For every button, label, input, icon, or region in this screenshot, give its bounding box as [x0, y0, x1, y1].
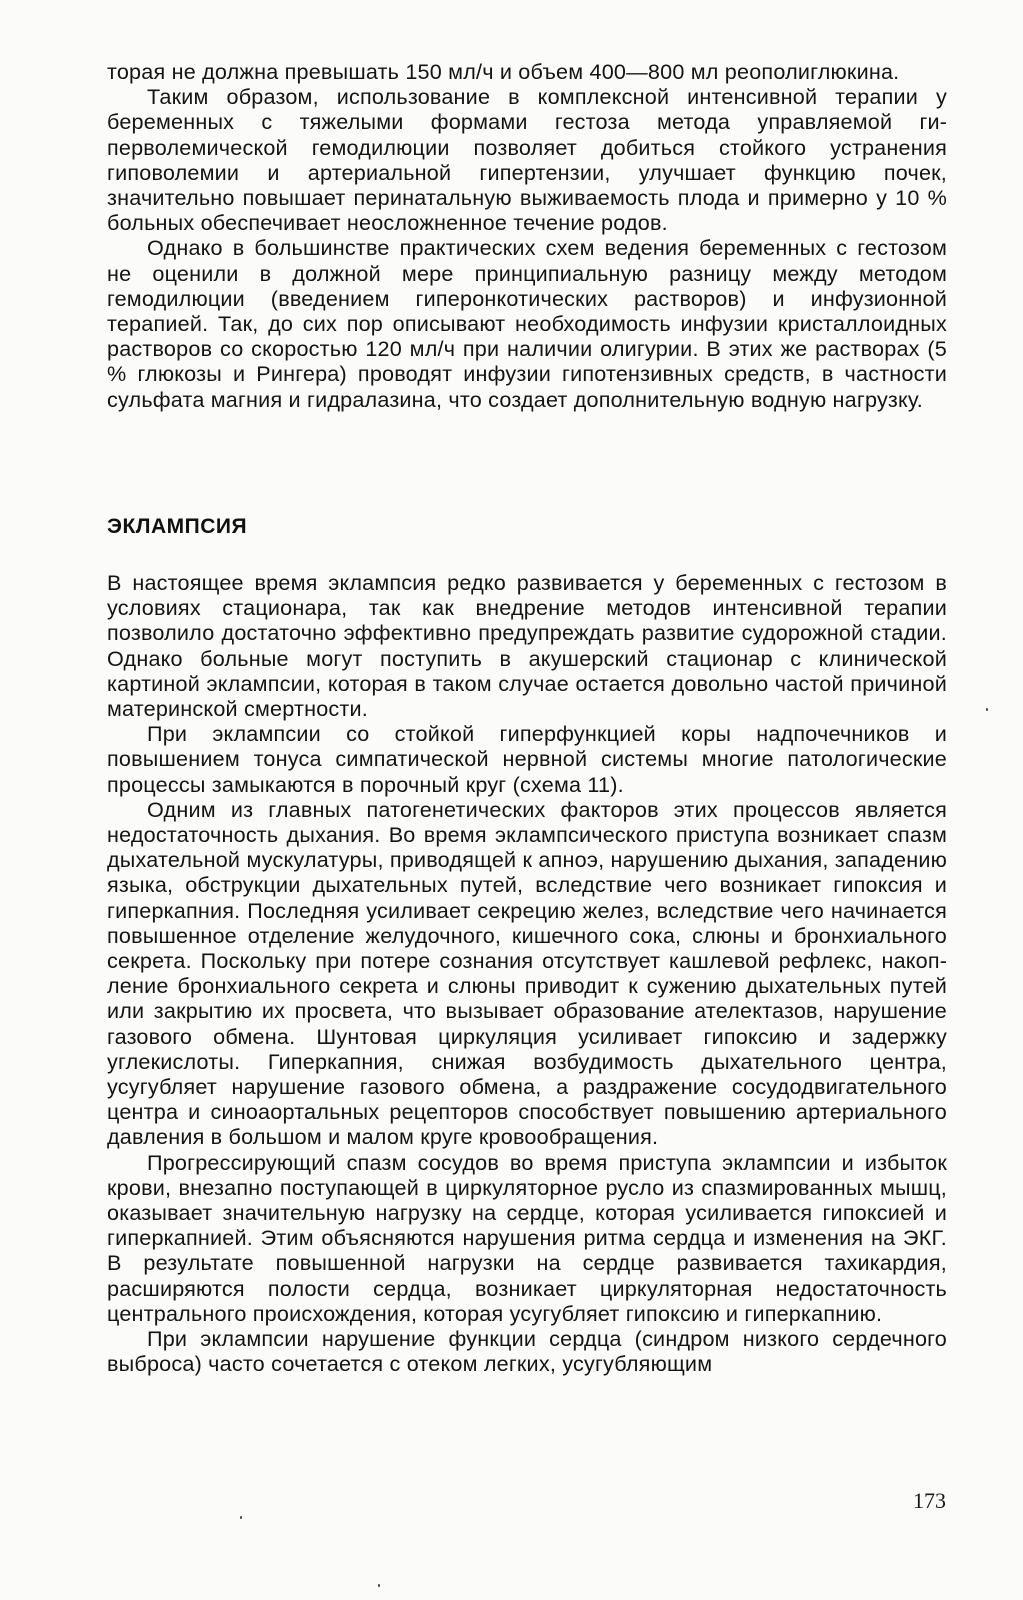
body-text-section	[107, 570, 947, 1377]
paragraph: торая не должна превышать 150 мл/ч и объем 400—800 мл реополиглюкина.	[107, 59, 900, 84]
paragraph: Одним из главных патогенетических факторов этих процессов является недостаточность дыхания. Во время эклампсического приступа возникает спазм дыхательной мускулатуры, приводящей к апноэ, нарушению дыхания, западению языка, обструкции дыхательных путей, вследствие чего возникает гипоксия и гиперкапния. Последняя усиливает секрецию желез, вследствие чего начинается повышенное отделение желудочного, кишечного сока, слюны и бронхиального секрета. Поскольку при потере сознания отсутствует кашлевой рефлекс, накопление бронхиального секрета и слюны приводит к сужению дыхательных путей или закрытию их просвета, что вызывает образование ателектазов, нарушение газового обмена. Шунтовая циркуляция усиливает гипоксию и задержку углекислоты. Гиперкапния, снижая возбудимость дыхательного центра, усугубляет нарушение газового обмена, а раздражение сосудодвигательного центра и синоаортальных рецепторов способствует повышению артериального давления в большом и малом круге кровообращения.	[107, 796, 947, 1150]
scan-speck	[986, 708, 988, 711]
section-heading: ЭКЛАМПСИЯ	[107, 515, 248, 538]
paragraph: Таким образом, использование в комплексной интенсивной терапии у беременных с тяжелыми формами гестоза метода управляемой гиперволемической гемодилюции позволяет добиться стойкого устранения гиповолемии и артериальной гипертензии, улучшает функцию почек, значительно повышает перинатальную выживаемость плода и примерно у 10 % больных обеспечивает неосложненное течение родов.	[107, 84, 947, 236]
paragraph: При эклампсии со стойкой гиперфункцией коры надпочечников и повышением тонуса симпатической нервной системы многие патологические процессы замыкаются в порочный круг (схема 11).	[107, 721, 947, 797]
paragraph: При эклампсии нарушение функции сердца (синдром низкого сердечного выброса) часто сочетается с отеком легких, усугубляющим	[107, 1326, 947, 1377]
scan-speck	[240, 1516, 242, 1519]
body-text-top	[107, 59, 947, 412]
page-number: 173	[913, 1488, 946, 1513]
scan-speck	[378, 1584, 380, 1587]
paragraph: Прогрессирующий спазм сосудов во время приступа эклампсии и избыток крови, внезапно поступающей в циркуляторное русло из спазмированных мышц, оказывает значительную нагрузку на сердце, которая усиливается гипоксией и гиперкапнией. Этим объясняются нарушения ритма сердца и изменения на ЭКГ. В результате повышенной нагрузки на сердце развивается тахикардия, расширяются полости сердца, возникает циркуляторная недостаточность центрального происхождения, которая усугубляет гипоксию и гиперкапнию.	[107, 1149, 947, 1326]
paragraph: Однако в большинстве практических схем ведения беременных с гестозом не оценили в должной мере принципиальную разницу между методом гемодилюции (введением гиперонкотических растворов) и инфузионной терапией. Так, до сих пор описывают необходимость инфузии кристаллоидных растворов со скоростью 120 мл/ч при наличии олигурии. В этих же растворах (5 % глюкозы и Рингера) проводят инфузии гипотензивных средств, в частности сульфата магния и гидралазина, что создает дополнительную водную нагрузку.	[107, 235, 947, 412]
paragraph: В настоящее время эклампсия редко развивается у беременных с гестозом в условиях стационара, так как внедрение методов интенсивной терапии позволило достаточно эффективно предупреждать развитие судорожной стадии. Однако больные могут поступить в акушерский стационар с клинической картиной эклампсии, которая в таком случае остается довольно частой причиной материнской смертности.	[107, 570, 947, 722]
